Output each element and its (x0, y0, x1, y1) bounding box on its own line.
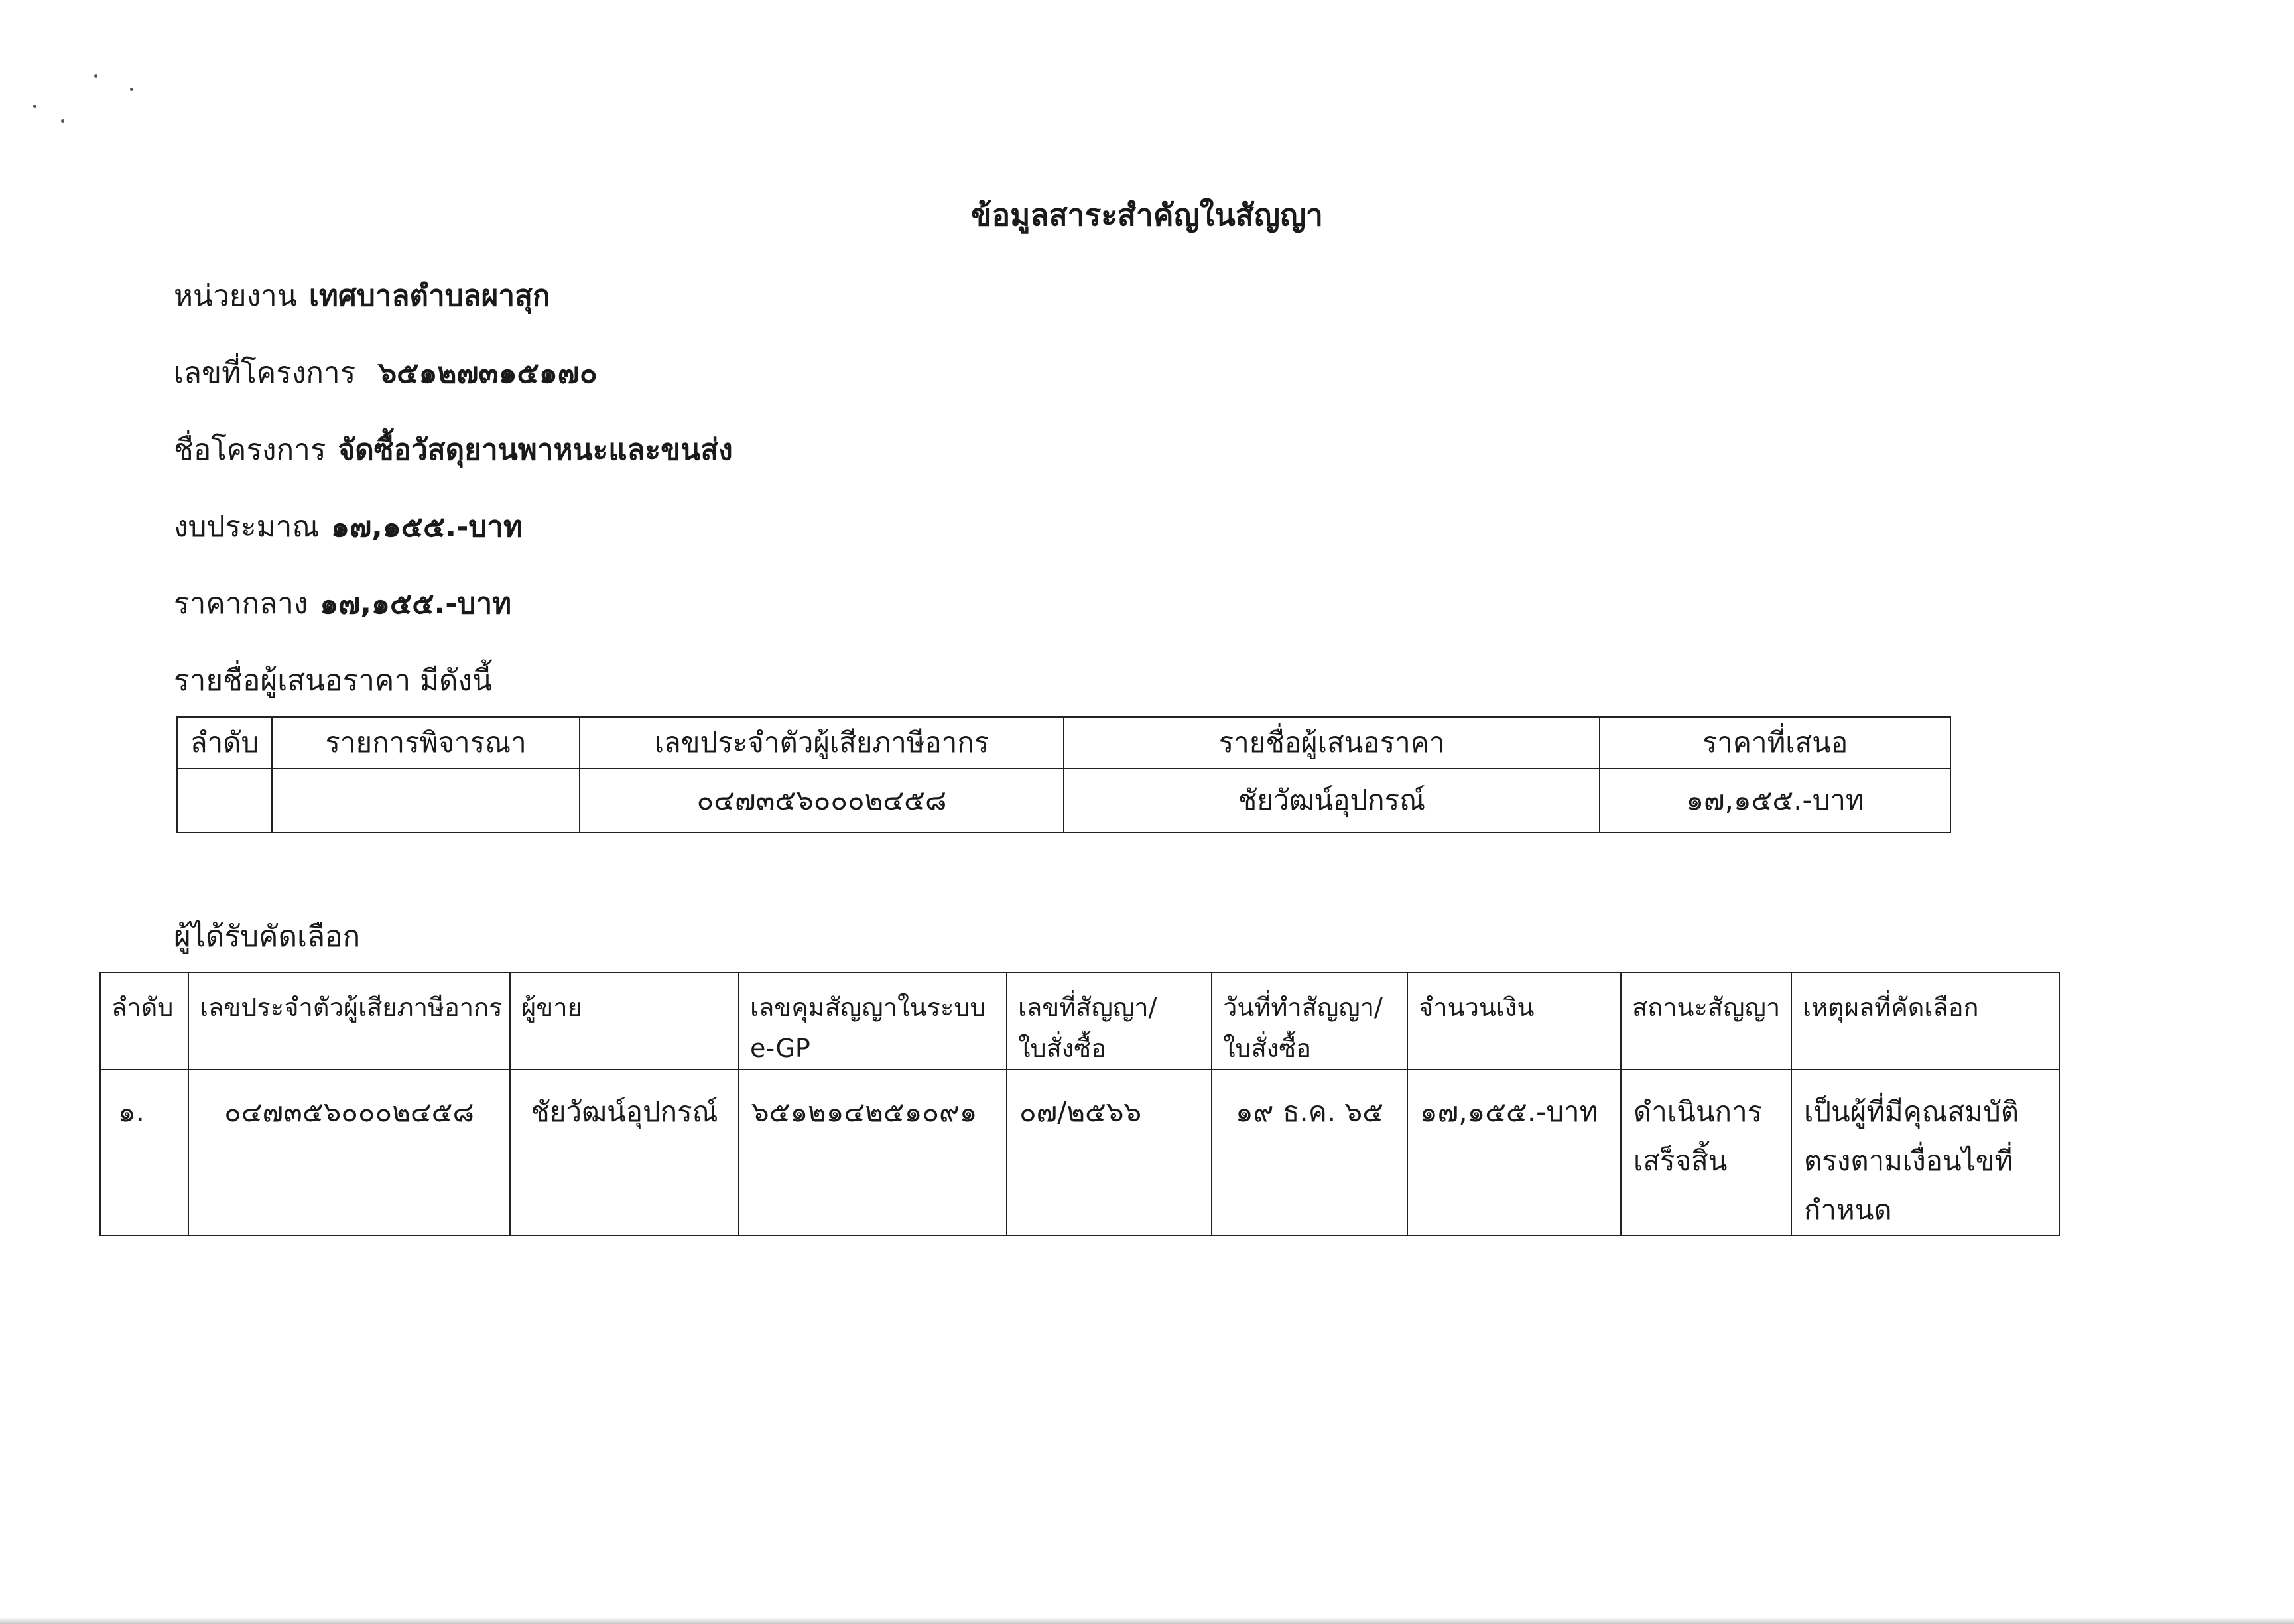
cell-status (1621, 1070, 1791, 1235)
median-price-value: ๑๗,๑๕๕.-บาท (320, 587, 512, 621)
col-header-tax-id: เลขประจำตัวผู้เสียภาษีอากร (580, 717, 1064, 769)
table-row (100, 1070, 2059, 1235)
agency-line (174, 275, 550, 318)
scan-speck (61, 119, 64, 123)
cell-order: ๑. (100, 1070, 188, 1235)
budget-value: ๑๗,๑๕๕.-บาท (331, 510, 523, 544)
cell-reason (1791, 1070, 2059, 1235)
date-header-line2: ใบสั่งซื้อ (1223, 1034, 1312, 1063)
project-name-label: ชื่อโครงการ (174, 433, 326, 467)
budget-line (174, 506, 523, 548)
reason-line1: เป็นผู้ที่มีคุณสมบัติ (1804, 1095, 2019, 1128)
median-price-line (174, 583, 511, 625)
cell-order (177, 769, 272, 832)
col-header-order: ลำดับ (177, 717, 272, 769)
cell-tax-id: ๐๔๗๓๕๖๐๐๐๒๔๕๘ (188, 1070, 510, 1235)
contract-header-line1: เลขที่สัญญา/ (1018, 993, 1157, 1022)
median-price-label: ราคากลาง (174, 587, 308, 621)
table-row (177, 769, 1950, 832)
agency-value: เทศบาลตำบลผาสุก (308, 279, 550, 313)
col-header-item: รายการพิจารณา (272, 717, 580, 769)
budget-label: งบประมาณ (174, 510, 320, 544)
col-header-price: ราคาที่เสนอ (1600, 717, 1950, 769)
cell-seller: ชัยวัฒน์อุปกรณ์ (510, 1070, 739, 1235)
scan-speck (33, 105, 36, 108)
cell-contract-no: ๐๗/๒๕๖๖ (1007, 1070, 1212, 1235)
status-line1: ดำเนินการ (1633, 1095, 1763, 1128)
egp-header-line2: e-GP (750, 1034, 810, 1063)
cell-tax-id: ๐๔๗๓๕๖๐๐๐๒๔๕๘ (580, 769, 1064, 832)
reason-line2: ตรงตามเงื่อนไขที่ (1804, 1145, 2013, 1177)
project-name-line (174, 429, 733, 471)
egp-header-line1: เลขคุมสัญญาในระบบ (750, 993, 986, 1022)
date-header-line1: วันที่ทำสัญญา/ (1223, 993, 1383, 1022)
cell-bidder: ชัยวัฒน์อุปกรณ์ (1064, 769, 1600, 832)
cell-date: ๑๙ ธ.ค. ๖๕ (1212, 1070, 1407, 1235)
col-header-order: ลำดับ (100, 973, 188, 1070)
col-header-seller: ผู้ขาย (510, 973, 739, 1070)
scan-speck (94, 74, 97, 78)
col-header-tax-id: เลขประจำตัวผู้เสียภาษีอากร (188, 973, 510, 1070)
col-header-reason: เหตุผลที่คัดเลือก (1791, 973, 2059, 1070)
project-name-value: จัดซื้อวัสดุยานพาหนะและขนส่ง (338, 433, 733, 467)
cell-egp-no: ๖๕๑๒๑๔๒๕๑๐๙๑ (739, 1070, 1007, 1235)
page-title: ข้อมูลสาระสำคัญในสัญญา (971, 197, 1323, 233)
bidder-table-header-row (177, 717, 1950, 769)
bidders-heading: รายชื่อผู้เสนอราคา มีดังนี้ (174, 664, 493, 698)
reason-line3: กำหนด (1804, 1194, 1892, 1226)
col-header-date (1212, 973, 1407, 1070)
cell-amount: ๑๗,๑๕๕.-บาท (1407, 1070, 1621, 1235)
scan-bottom-edge (0, 1617, 2294, 1624)
bidder-table (176, 716, 1951, 833)
project-no-label: เลขที่โครงการ (174, 356, 356, 390)
scan-speck (130, 88, 133, 91)
status-line2: เสร็จสิ้น (1633, 1145, 1728, 1177)
col-header-egp-no (739, 973, 1007, 1070)
agency-label: หน่วยงาน (174, 279, 297, 313)
selected-table-header-row (100, 973, 2059, 1070)
selected-heading: ผู้ได้รับคัดเลือก (174, 920, 361, 954)
selected-table (99, 972, 2060, 1236)
col-header-amount: จำนวนเงิน (1407, 973, 1621, 1070)
col-header-contract-no (1007, 973, 1212, 1070)
project-no-line (174, 352, 598, 395)
cell-price: ๑๗,๑๕๕.-บาท (1600, 769, 1950, 832)
project-no-value: ๖๕๑๒๗๓๑๕๑๗๐ (378, 356, 598, 390)
cell-item (272, 769, 580, 832)
contract-header-line2: ใบสั่งซื้อ (1018, 1034, 1107, 1063)
col-header-bidder: รายชื่อผู้เสนอราคา (1064, 717, 1600, 769)
col-header-status: สถานะสัญญา (1621, 973, 1791, 1070)
